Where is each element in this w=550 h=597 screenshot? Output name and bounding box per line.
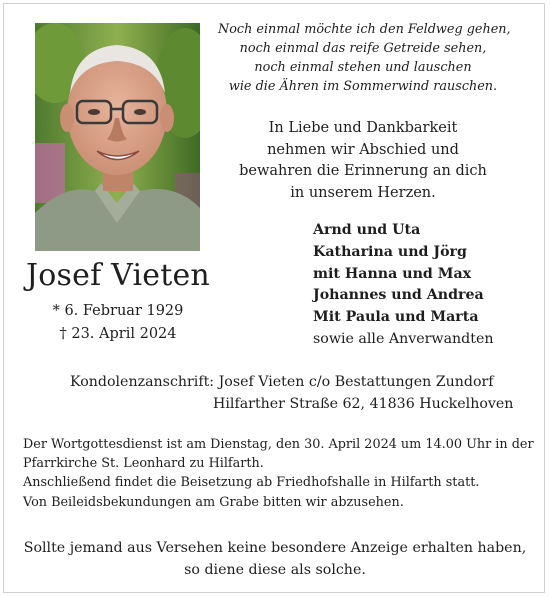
mourner-name: Katharina und Jörg: [313, 243, 467, 260]
farewell-line: In Liebe und Dankbarkeit: [268, 120, 458, 136]
condolence-line: Kondolenzanschrift: Josef Vieten c/o Bestattungen Zundorf: [70, 374, 494, 390]
mourner-name: Johannes und Andrea: [313, 287, 484, 304]
condolence-address: [70, 371, 530, 415]
farewell-text: [218, 118, 508, 204]
mourner-name: Mit Paula und Marta: [313, 309, 479, 326]
poem: [218, 20, 511, 96]
deceased-name: Josef Vieten: [26, 258, 210, 293]
mourner-name: mit Hanna und Max: [313, 265, 472, 282]
portrait-image: [35, 23, 200, 251]
service-line: Der Wortgottesdienst ist am Dienstag, den 30. April 2024 um 14.00 Uhr in der: [23, 437, 534, 452]
portrait-photo: [35, 23, 200, 251]
mourner-name: Arnd und Uta: [313, 222, 421, 238]
poem-line: Noch einmal möchte ich den Feldweg gehen,: [218, 22, 511, 37]
farewell-line: nehmen wir Abschied und: [267, 141, 459, 158]
closing-line: so diene diese als solche.: [184, 561, 366, 578]
birth-date: * 6. Februar 1929: [52, 303, 184, 319]
mourner-relatives: sowie alle Anverwandten: [313, 330, 494, 347]
poem-line: noch einmal das reife Getreide sehen,: [239, 41, 487, 56]
poem-line: noch einmal stehen und lauschen: [254, 60, 472, 75]
service-line: Anschließend findet die Beisetzung ab Friedhofshalle in Hilfarth statt.: [23, 475, 480, 491]
farewell-line: in unserem Herzen.: [290, 184, 436, 201]
mourners-list: [313, 220, 533, 351]
condolence-street: Hilfarther Straße 62, 41836 Huckelhoven: [213, 396, 514, 412]
closing-line: Sollte jemand aus Versehen keine besondere Anzeige erhalten haben,: [23, 540, 527, 556]
service-line: Von Beileidsbekundungen am Grabe bitten wir abzusehen.: [23, 494, 404, 510]
farewell-line: bewahren die Erinnerung an dich: [239, 163, 487, 179]
service-line: Pfarrkirche St. Leonhard zu Hilfarth.: [23, 456, 264, 472]
service-info: [23, 435, 533, 512]
death-date: † 23. April 2024: [59, 326, 177, 342]
closing-note: [10, 538, 540, 581]
poem-line: wie die Ähren im Sommerwind rauschen.: [228, 79, 498, 94]
